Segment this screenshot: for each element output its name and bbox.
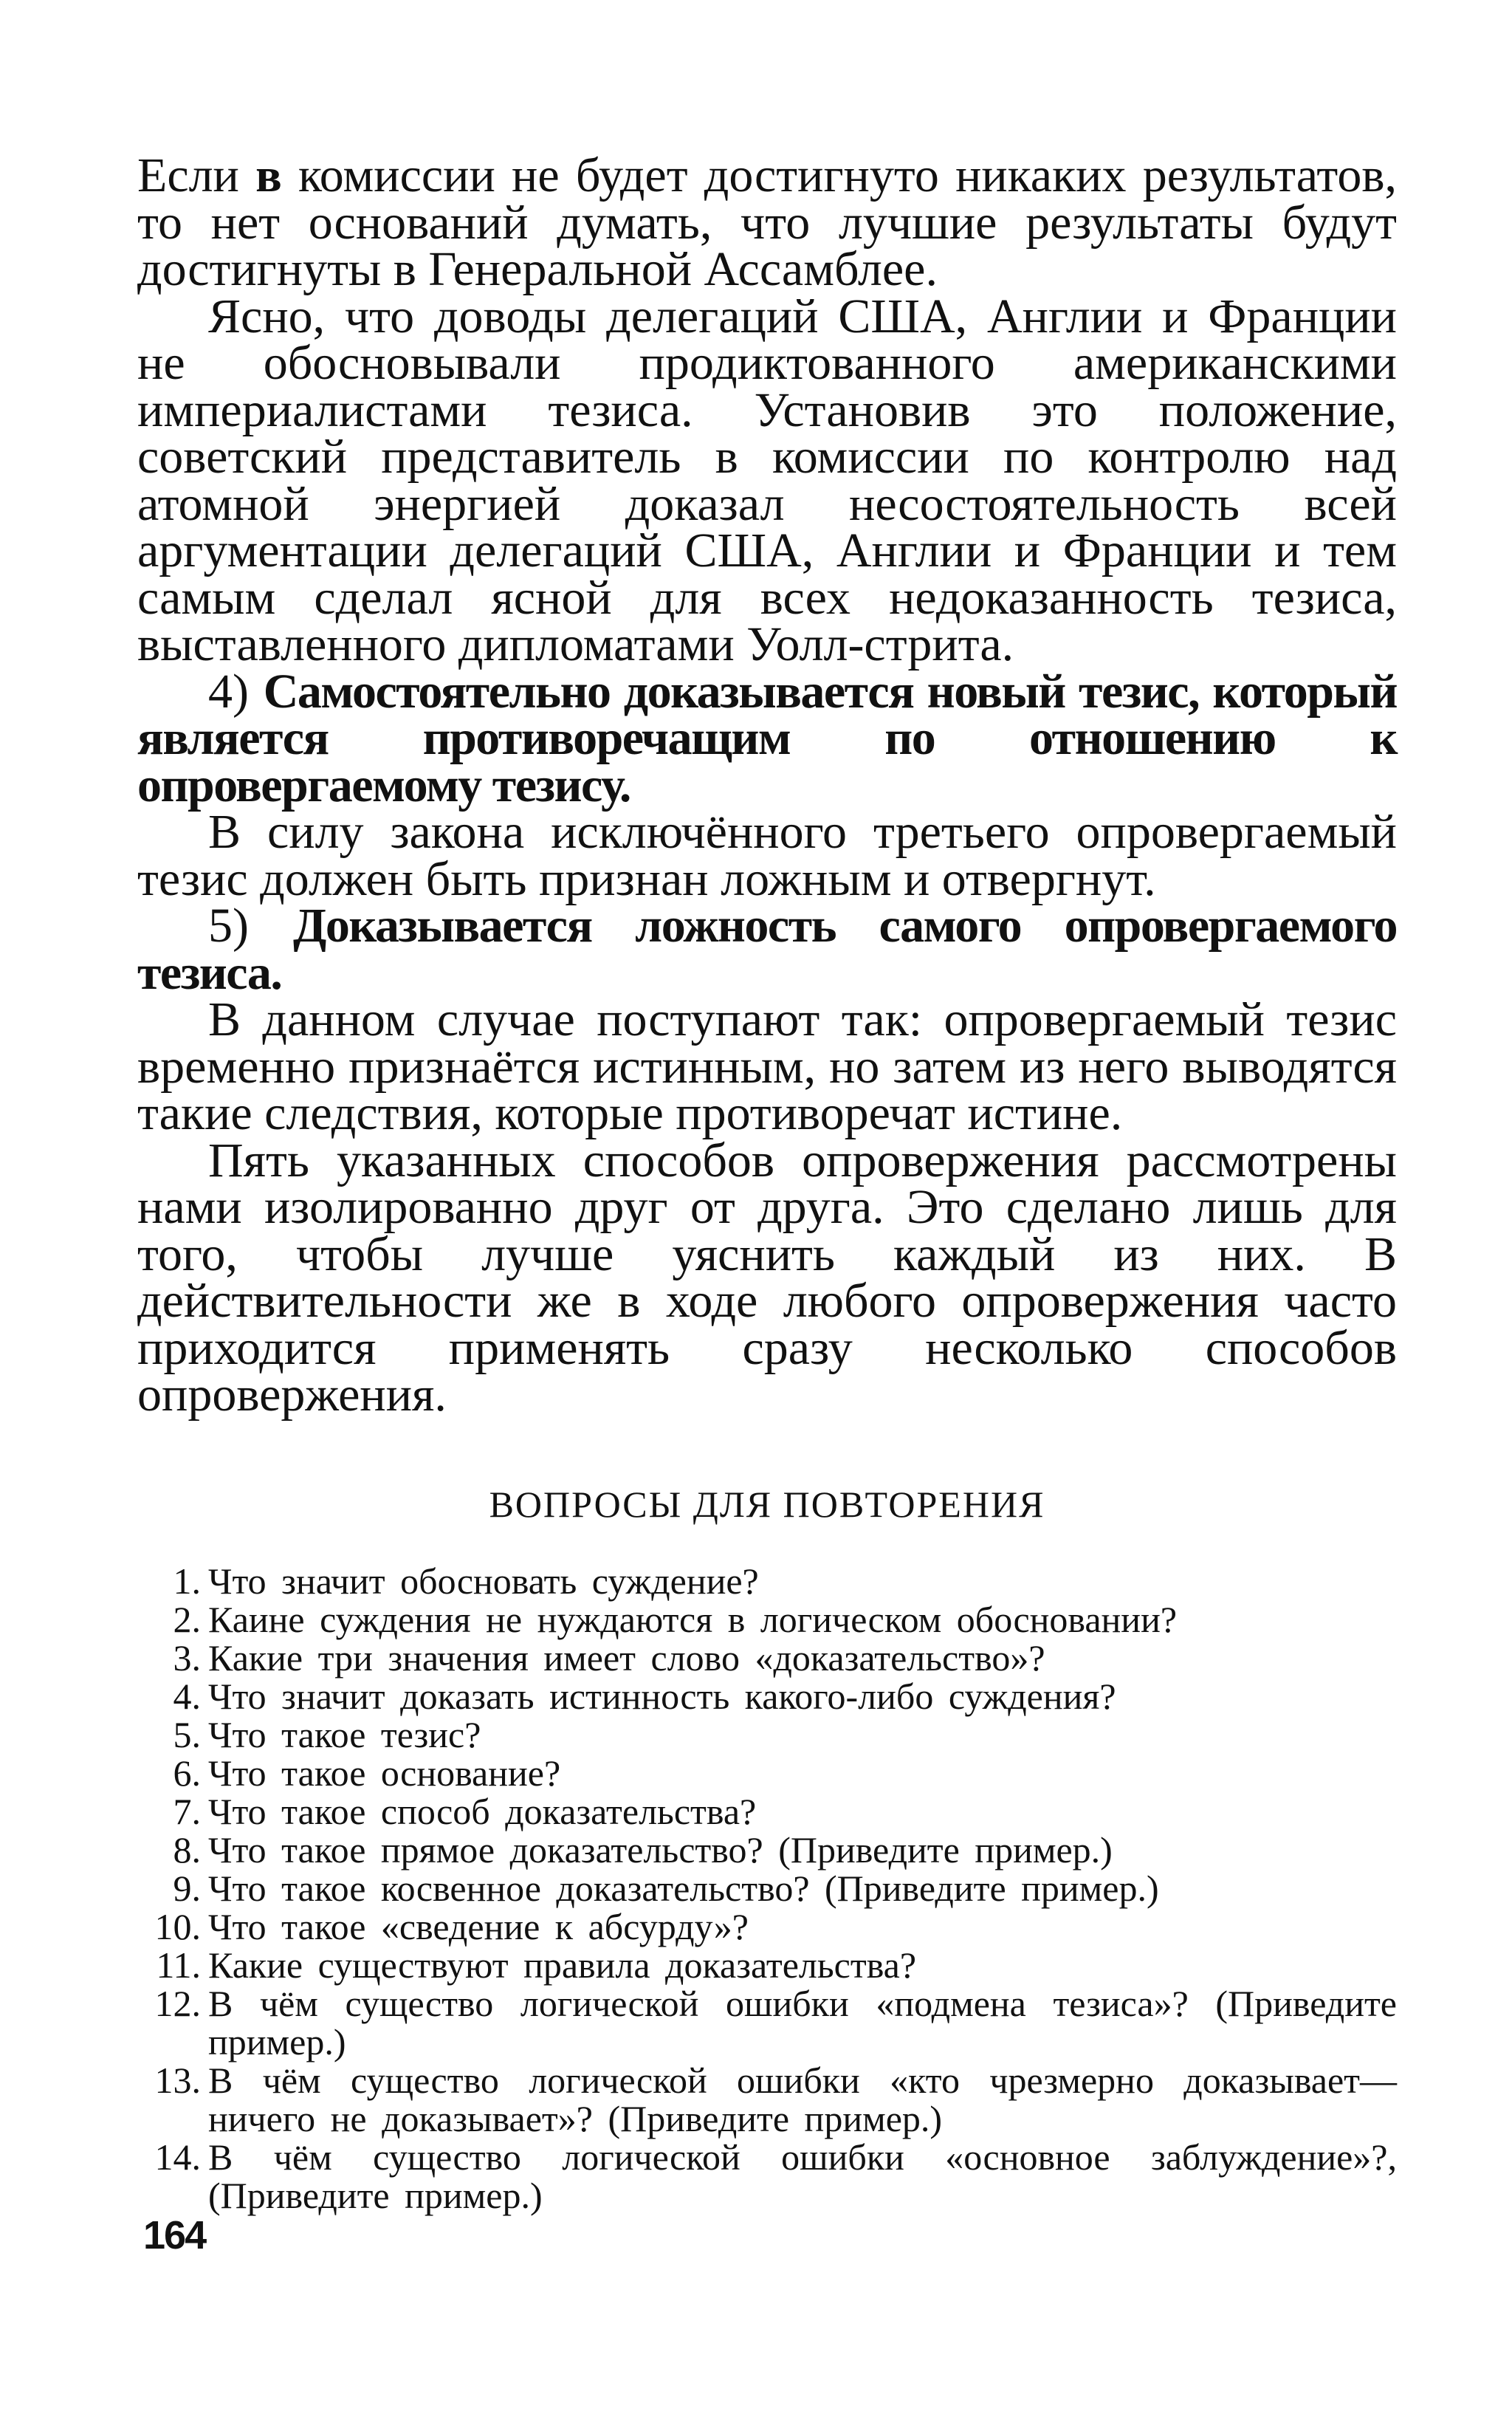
- question-text: В чём существо логической ошибки «основное заблуждение»?, (Приведите пример.): [208, 2136, 1397, 2216]
- question-text: Что такое косвенное доказательство? (Приведите пример.): [208, 1867, 1159, 1909]
- question-number: 4.: [173, 1675, 201, 1717]
- paragraph-4: В силу закона исключённого третьего опровергаемый тезис должен быть признан ложным и отвергнут.: [137, 805, 1397, 906]
- question-number: 3.: [173, 1636, 201, 1679]
- question-item: [137, 1828, 1397, 1871]
- question-text: Что такое «сведение к абсурду»?: [208, 1905, 749, 1947]
- question-text: В чём существо логической ошибки «подмена тезиса»? (Приведите пример.): [208, 1982, 1397, 2063]
- question-item: [137, 1869, 1397, 1907]
- question-number: 9.: [173, 1867, 201, 1909]
- question-item: [137, 2061, 1397, 2138]
- question-item: [137, 1754, 1397, 1792]
- method-4-number: 4): [208, 664, 264, 719]
- method-4-title: Самостоятельно доказывается новый тезис, который является противоречащим по отношению к опровергаемому тезису.: [137, 664, 1397, 812]
- paragraph-7: Пять указанных способов опровержения рассмотрены нами изолированно друг от друга. Это сделано лишь для того, чтобы лучше уяснить каждый из них. В действительности же в ходе любого опровержения часто приходится применять сразу несколько способов опровержения.: [137, 1133, 1397, 1422]
- question-item: [137, 1677, 1397, 1715]
- question-number: 2.: [173, 1598, 201, 1640]
- paragraph-1: [137, 148, 1397, 296]
- question-item: [137, 1984, 1397, 2061]
- question-item: [137, 1600, 1397, 1639]
- question-item: [137, 2138, 1397, 2215]
- question-text: Какие три значения имеет слово «доказательство»?: [208, 1636, 1045, 1679]
- question-number: 10.: [154, 1905, 201, 1947]
- question-number: 7.: [173, 1790, 201, 1832]
- question-text: Что такое тезис?: [208, 1713, 481, 1755]
- question-item: [137, 1562, 1397, 1600]
- question-number: 14.: [154, 2136, 201, 2178]
- book-page: [137, 148, 1397, 2216]
- question-item: [137, 1715, 1397, 1754]
- question-text: Каине суждения не нуждаются в логическом обосновании?: [208, 1598, 1178, 1640]
- question-number: 8.: [173, 1828, 201, 1871]
- review-questions-list: [137, 1562, 1397, 2215]
- question-item: [137, 1792, 1397, 1831]
- question-number: 11.: [156, 1944, 201, 1986]
- question-number: 13.: [154, 2059, 201, 2101]
- question-text: Какие существуют правила доказательства?: [208, 1944, 917, 1986]
- question-item: [137, 1636, 1397, 1679]
- question-text: Что такое способ доказательства?: [208, 1790, 757, 1832]
- method-5-number: 5): [208, 899, 293, 953]
- paragraph-6: В данном случае поступают так: опровергаемый тезис временно признаётся истинным, но затем из него выводятся такие следствия, которые противоречат истине.: [137, 992, 1397, 1140]
- page-number: 164: [143, 2213, 206, 2257]
- question-text: Что значит доказать истинность какого-либо суждения?: [208, 1675, 1116, 1717]
- paragraph-1-bold-word: в: [255, 148, 282, 202]
- method-5-heading: [137, 899, 1397, 1000]
- question-text: Что такое прямое доказательство? (Приведите пример.): [208, 1828, 1113, 1871]
- section-title: ВОПРОСЫ ДЛЯ ПОВТОРЕНИЯ: [489, 1483, 1045, 1525]
- paragraph-1-start: Если: [137, 148, 256, 202]
- question-text: Что значит обосновать суждение?: [208, 1560, 759, 1602]
- question-item: [137, 1946, 1397, 1984]
- method-4-heading: [137, 664, 1397, 812]
- question-number: 1.: [173, 1560, 201, 1602]
- question-text: В чём существо логической ошибки «кто чрезмерно доказывает— ничего не доказывает»? (Приведите пример.): [208, 2059, 1397, 2139]
- method-5-title: Доказывается ложность самого опровергаемого тезиса.: [137, 899, 1397, 1000]
- question-number: 5.: [173, 1713, 201, 1755]
- question-item: [137, 1907, 1397, 1946]
- paragraph-2: Ясно, что доводы делегаций США, Англии и Франции не обосновывали продиктованного американскими империалистами тезиса. Установив это положение, советский представитель в комиссии по контролю над атомной энергией доказал несостоятельность всей аргументации делегаций США, Англии и Франции и тем самым сделал ясной для всех недоказанность тезиса, выставленного дипломатами Уолл-стрита.: [137, 289, 1397, 671]
- question-number: 6.: [173, 1752, 201, 1794]
- question-text: Что такое основание?: [208, 1752, 561, 1794]
- paragraph-1-rest: комиссии не будет достигнуто никаких результатов, то нет оснований думать, что лучшие результаты будут достигнуты в Генеральной Ассамблее.: [137, 148, 1397, 296]
- question-number: 12.: [154, 1982, 201, 2024]
